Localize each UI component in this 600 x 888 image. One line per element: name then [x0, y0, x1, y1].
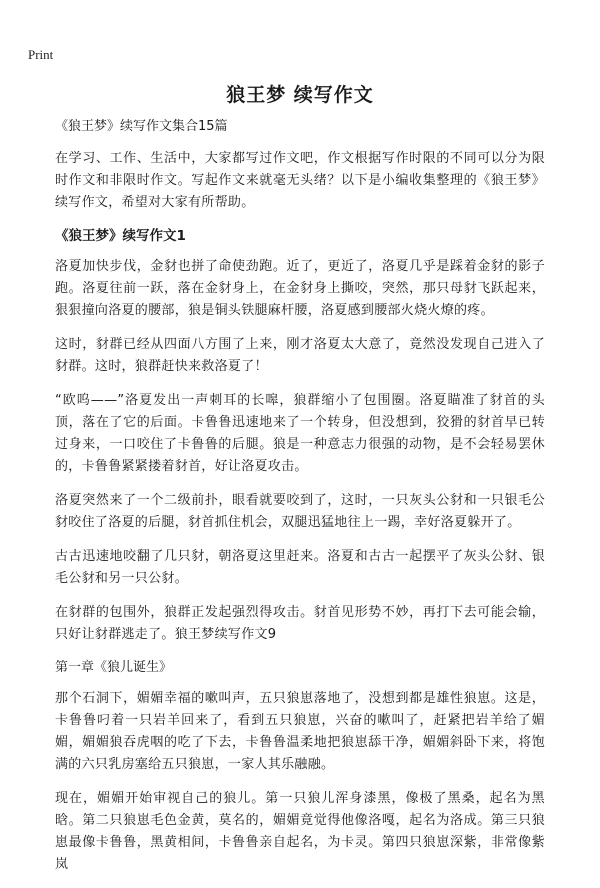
article-subtitle: 《狼王梦》续写作文集合15篇	[55, 119, 228, 134]
paragraph: 现在，媚媚开始审视自己的狼儿。第一只狼儿浑身漆黑，像极了黑桑，起名为黑晗。第二只狼崽毛色金黄，莫名的，媚媚竟觉得他像洛嘎，起名为洛成。第三只狼崽最像卡鲁鲁，黑黄相间，卡鲁鲁亲自起名，为卡灵。第四只狼崽深紫，非常像紫岚	[55, 791, 545, 872]
section-heading: 《狼王梦》续写作文1	[55, 228, 186, 244]
paragraph: 古古迅速地咬翻了几只豺，朝洛夏这里赶来。洛夏和古古一起摆平了灰头公豺、银毛公豺和另一只公豺。	[55, 549, 545, 586]
paragraph: 这时，豺群已经从四面八方围了上来，刚才洛夏太大意了，竟然没发现自己进入了豺群。这时，狼群赶快来救洛夏了！	[55, 337, 545, 374]
paragraph: 在豺群的包围外，狼群正发起强烈得攻击。豺首见形势不妙，再打下去可能会输，只好让豺群逃走了。狼王梦续写作文9	[55, 605, 545, 642]
paragraph: 那个石洞下，媚媚幸福的嗽叫声，五只狼崽落地了，没想到都是雄性狼崽。这是，卡鲁鲁叼着一只岩羊回来了，看到五只狼崽，兴奋的嗽叫了，赶紧把岩羊给了媚媚，媚媚狼吞虎咽的吃了下去，卡鲁鲁温柔地把狼崽舔干净，媚媚斜卧下来，将饱满的六只乳房塞给五只狼崽，一家人其乐融融。	[55, 691, 545, 772]
paragraph: 洛夏加快步伐，金豺也拼了命使劲跑。近了，更近了，洛夏几乎是踩着金豺的影子跑。洛夏往前一跃，落在金豺身上，在金豺身上撕咬，突然，那只母豺飞跃起来，狠狠撞向洛夏的腰部，狼是铜头铁腿麻杆腰，洛夏感到腰部火烧火燎的疼。	[55, 259, 545, 318]
paragraph: 洛夏突然来了一个二级前扑，眼看就要咬到了，这时，一只灰头公豺和一只银毛公豺咬住了洛夏的后腿，豺首抓住机会，双腿迅猛地往上一踢，幸好洛夏躲开了。	[55, 493, 545, 530]
intro-paragraph: 在学习、工作、生活中，大家都写过作文吧，作文根据写作时限的不同可以分为限时作文和非限时作文。写起作文来就毫无头绪？以下是小编收集整理的《狼王梦》续写作文，希望对大家有所帮助。	[55, 151, 545, 210]
page-title: 狼王梦 续写作文	[226, 84, 374, 106]
chapter-heading: 第一章《狼儿诞生》	[55, 660, 173, 675]
print-link[interactable]: Print	[28, 47, 54, 62]
paragraph: “欧呜——”洛夏发出一声刺耳的长嗥，狼群缩小了包围圈。洛夏瞄准了豺首的头顶，落在了它的后面。卡鲁鲁迅速地来了一个转身，但没想到，狡猾的豺首早已转过身来，一口咬住了卡鲁鲁的后腿。狼是一种意志力很强的动物，是不会轻易罢休的，卡鲁鲁紧紧搂着豺首，好让洛夏攻击。	[55, 393, 545, 474]
article-body	[55, 118, 545, 888]
